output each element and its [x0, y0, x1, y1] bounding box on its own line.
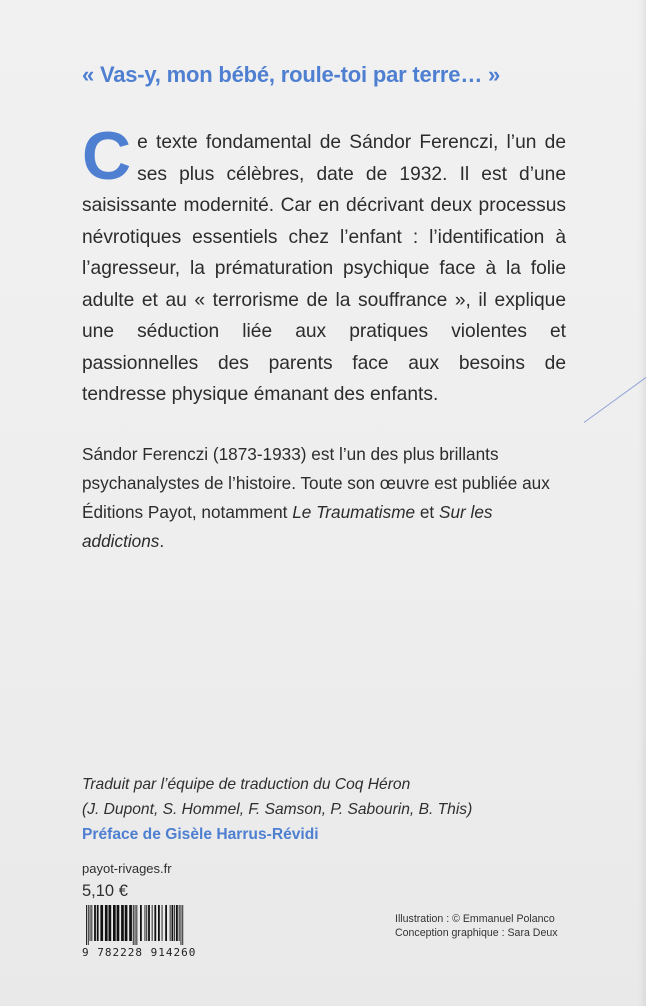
preface-credit: Préface de Gisèle Harrus-Révidi [82, 826, 319, 843]
author-bio-intro: Sándor Ferenczi (1873-1933) est l’un des plus brillants psychanalystes de l’histoire. Toute son œuvre est publiée aux Éditions Payot, notamment [82, 444, 550, 522]
blurb-body: e texte fondamental de Sándor Ferenczi, l’un de ses plus célèbres, date de 1932. Il est d’une saisissante modernité. Car en décrivant deux processus névrotiques essentiels chez l’enfant : l’identification à l’agresseur, la prématuration psychique face à la folie adulte et au « terrorisme de la souffrance », il explique une séduction liée aux pratiques violentes et passionnelles des parents face aux besoins de tendresse physique émanant des enfants. [82, 132, 566, 405]
barcode-bar [136, 905, 137, 945]
translators-list: (J. Dupont, S. Hommel, F. Samson, P. Sabourin, B. This) [82, 801, 473, 818]
decorative-line [584, 369, 646, 423]
barcode-bar [145, 905, 146, 941]
barcode-bar [105, 905, 108, 941]
barcode-bar [109, 905, 112, 941]
tagline-quote: « Vas-y, mon bébé, roule-toi par terre… » [82, 62, 501, 87]
price: 5,10 € [82, 882, 128, 900]
barcode-bar [135, 905, 136, 945]
translated-by: Traduit par l’équipe de traduction du Coq Héron [82, 776, 411, 793]
barcode-bar [91, 905, 92, 941]
barcode-bar [140, 905, 142, 941]
barcode-bar [97, 905, 99, 941]
barcode-bar [90, 905, 91, 941]
barcode-bar [121, 905, 124, 941]
barcode-bar [94, 905, 96, 941]
barcode-bar [133, 905, 134, 945]
publisher-website: payot-rivages.fr [82, 861, 172, 876]
barcode-bar [100, 905, 103, 941]
barcode-bar [158, 905, 160, 941]
barcode-bar [172, 905, 174, 941]
barcode-bar [179, 905, 180, 941]
drop-cap: C [82, 118, 132, 194]
book-title-traumatisme: Le Traumatisme [292, 502, 416, 522]
barcode-bar [181, 905, 182, 945]
barcode-bar [165, 905, 167, 941]
barcode-bar [174, 905, 175, 941]
barcode-bar [88, 905, 89, 945]
barcode-bar [152, 905, 153, 941]
book-title-addictions: Sur les addictions [82, 502, 493, 551]
barcode-bar [146, 905, 147, 941]
barcode-bar [129, 905, 132, 941]
illustration-credits [395, 912, 558, 940]
barcode-bar [125, 905, 128, 941]
blurb-paragraph [82, 118, 566, 411]
author-bio-conj: et [415, 502, 439, 522]
barcode-bar [117, 905, 120, 941]
barcode-bar [176, 905, 178, 941]
barcode-bar [148, 905, 150, 941]
illustration-credit: Illustration : © Emmanuel Polanco [395, 913, 555, 925]
barcode-bar [113, 905, 116, 941]
translation-credits [82, 772, 582, 847]
barcode-bar [154, 905, 156, 941]
barcode-bar [182, 905, 183, 945]
barcode-bar [162, 905, 163, 941]
author-bio-end: . [159, 531, 165, 551]
barcode-bar [86, 905, 87, 945]
barcode-bar [170, 905, 171, 941]
barcode-bars [82, 905, 212, 945]
author-bio [82, 440, 566, 556]
isbn-number: 9 782228 914260 [82, 946, 197, 959]
design-credit: Conception graphique : Sara Deux [395, 927, 558, 939]
